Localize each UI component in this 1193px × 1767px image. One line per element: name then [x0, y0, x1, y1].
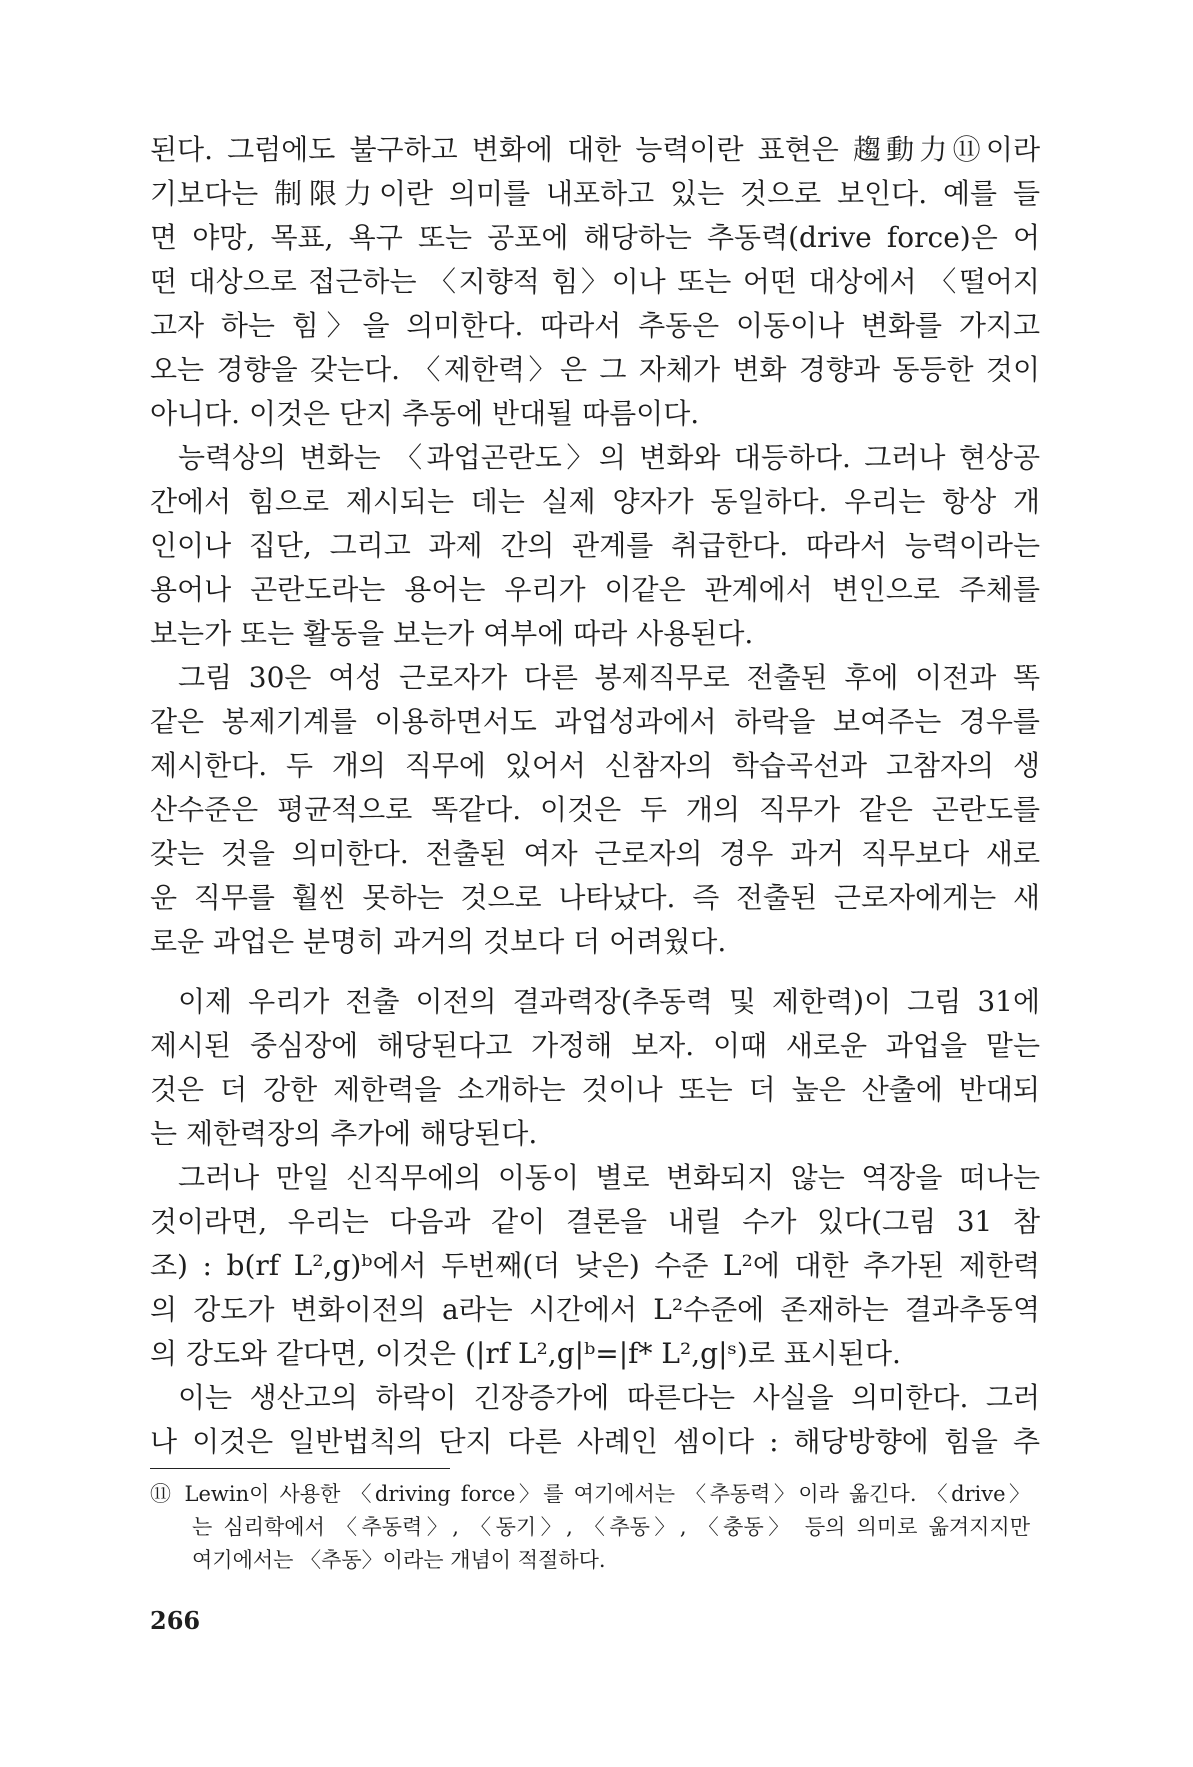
text-line: 떤 대상으로 접근하는 〈지향적 힘〉이나 또는 어떤 대상에서 〈떨어지	[150, 265, 1040, 298]
text-line: 제시한다. 두 개의 직무에 있어서 신참자의 학습곡선과 고참자의 생	[150, 749, 1040, 782]
text-line: 로운 과업은 분명히 과거의 것보다 더 어려웠다.	[150, 925, 727, 958]
text-line: 고자 하는 힘〉을 의미한다. 따라서 추동은 이동이나 변화를 가지고	[150, 309, 1040, 342]
text-line: 면 야망, 목표, 욕구 또는 공포에 해당하는 추동력(drive force)은 어	[150, 221, 1040, 254]
text-line: 것이라면, 우리는 다음과 같이 결론을 내릴 수가 있다(그림 31 참	[150, 1205, 1040, 1238]
text-line: 오는 경향을 갖는다. 〈제한력〉은 그 자체가 변화 경향과 동등한 것이	[150, 353, 1040, 386]
text-line: 의 강도가 변화이전의 a라는 시간에서 L²수준에 존재하는 결과추동역	[150, 1293, 1040, 1326]
text-line: 그러나 만일 신직무에의 이동이 별로 변화되지 않는 역장을 떠나는	[178, 1161, 1040, 1194]
footnote-line: 는 심리학에서 〈추동력〉, 〈동기〉, 〈추동〉, 〈충동〉 등의 의미로 옮겨지지만	[192, 1515, 1030, 1539]
paragraph-4	[150, 980, 1040, 1156]
page-number: 266	[150, 1606, 201, 1635]
text-line: 된다. 그럼에도 불구하고 변화에 대한 능력이란 표현은 趨動力⑪이라	[150, 133, 1040, 166]
text-line: 아니다. 이것은 단지 추동에 반대될 따름이다.	[150, 397, 700, 430]
paragraph-2	[150, 436, 1040, 656]
text-line: 능력상의 변화는 〈과업곤란도〉의 변화와 대등하다. 그러나 현상공	[178, 441, 1040, 474]
text-line: 제시된 중심장에 해당된다고 가정해 보자. 이때 새로운 과업을 맡는	[150, 1029, 1040, 1062]
footnote-line: 여기에서는 〈추동〉이라는 개념이 적절하다.	[192, 1548, 606, 1572]
text-line: 기보다는 制限力이란 의미를 내포하고 있는 것으로 보인다. 예를 들	[150, 177, 1040, 210]
text-line: 인이나 집단, 그리고 과제 간의 관계를 취급한다. 따라서 능력이라는	[150, 529, 1040, 562]
paragraph-5	[150, 1156, 1040, 1376]
text-line: 것은 더 강한 제한력을 소개하는 것이나 또는 더 높은 산출에 반대되	[150, 1073, 1040, 1106]
footnote-body	[150, 1478, 1030, 1577]
text-line: 산수준은 평균적으로 똑같다. 이것은 두 개의 직무가 같은 곤란도를	[150, 793, 1040, 826]
text-line: 간에서 힘으로 제시되는 데는 실제 양자가 동일하다. 우리는 항상 개	[150, 485, 1040, 518]
paragraph-3	[150, 656, 1040, 964]
text-line: 그림 30은 여성 근로자가 다른 봉제직무로 전출된 후에 이전과 똑	[178, 661, 1040, 694]
text-line: 조) : b(rf L²,g)ᵇ에서 두번째(더 낮은) 수준 L²에 대한 추가된 제한력	[150, 1249, 1040, 1282]
text-line: 운 직무를 훨씬 못하는 것으로 나타났다. 즉 전출된 근로자에게는 새	[150, 881, 1040, 914]
text-line: 의 강도와 같다면, 이것은 (|rf L²,g|ᵇ=|f* L²,g|ˢ)로 표시된다.	[150, 1337, 901, 1370]
text-line: 보는가 또는 활동을 보는가 여부에 따라 사용된다.	[150, 617, 754, 650]
text-line: 용어나 곤란도라는 용어는 우리가 이같은 관계에서 변인으로 주체를	[150, 573, 1040, 606]
footnote-line: ⑪ Lewin이 사용한 〈driving force〉를 여기에서는 〈추동력〉이라 옮긴다. 〈drive〉	[150, 1482, 1030, 1506]
paragraph-6	[150, 1376, 1040, 1464]
text-line: 갖는 것을 의미한다. 전출된 여자 근로자의 경우 과거 직무보다 새로	[150, 837, 1040, 870]
text-line: 이는 생산고의 하락이 긴장증가에 따른다는 사실을 의미한다. 그러	[178, 1381, 1040, 1414]
text-line: 같은 봉제기계를 이용하면서도 과업성과에서 하락을 보여주는 경우를	[150, 705, 1040, 738]
text-line: 나 이것은 일반법칙의 단지 다른 사례인 셈이다 : 해당방향에 힘을 추	[150, 1425, 1040, 1458]
paragraph-1	[150, 128, 1040, 436]
text-line: 는 제한력장의 추가에 해당된다.	[150, 1117, 538, 1150]
text-line: 이제 우리가 전출 이전의 결과력장(추동력 및 제한력)이 그림 31에	[178, 985, 1040, 1018]
footnote-divider	[150, 1468, 450, 1469]
